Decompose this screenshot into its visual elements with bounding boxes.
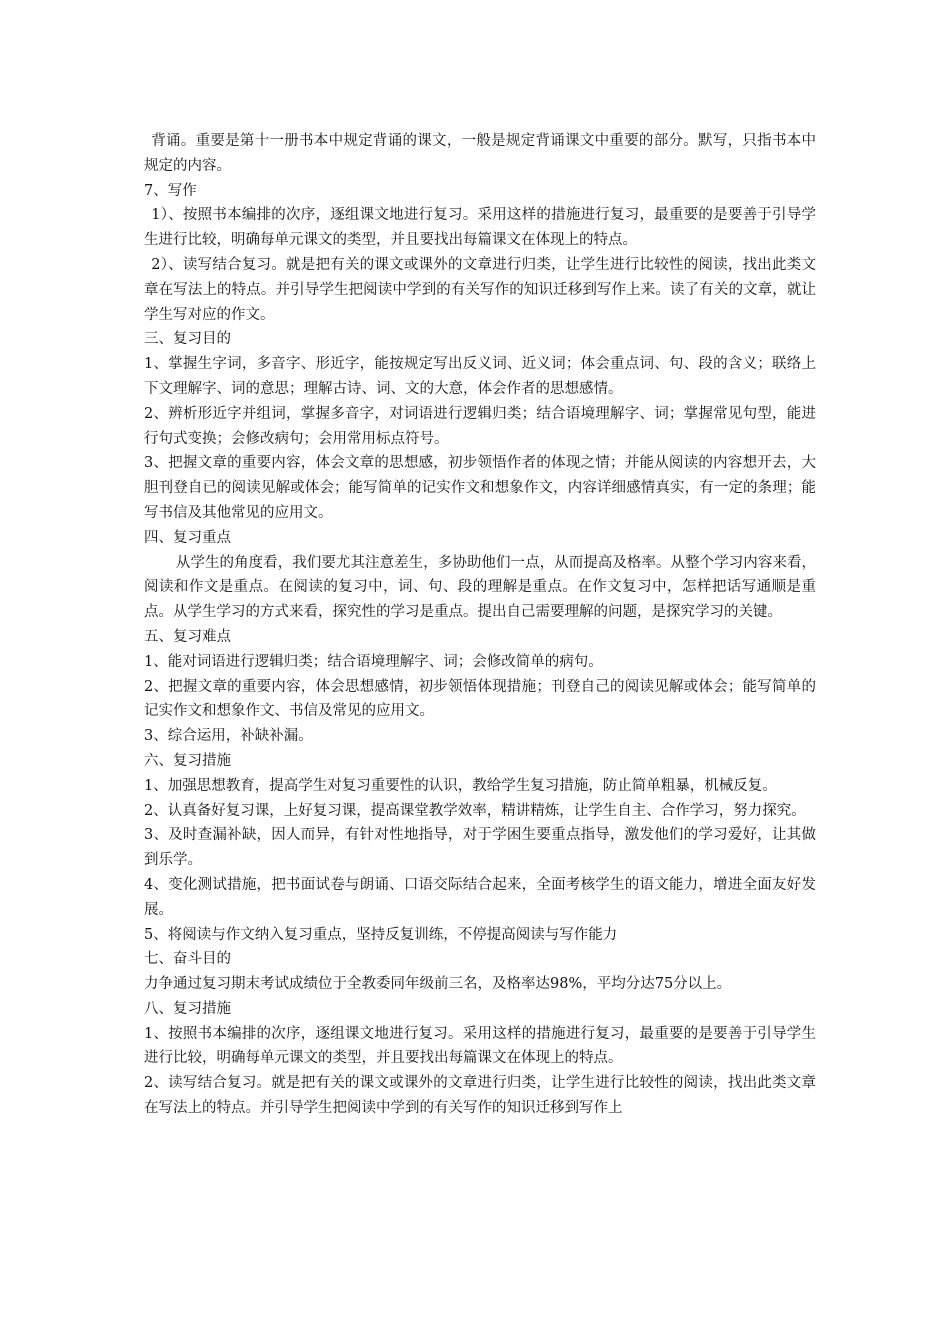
- paragraph-measure-5: 5、将阅读与作文纳入复习重点，坚持反复训练，不停提高阅读与写作能力: [144, 926, 618, 943]
- paragraph-difficulty-2: 2、把握文章的重要内容，体会思想感情，初步领悟体现措施；刊登自己的阅读见解或体会；能写简单的记实作文和想象作文、书信及常见的应用文。: [144, 678, 816, 720]
- paragraph-goal-1: 1、掌握生字词，多音字、形近字，能按规定写出反义词、近义词；体会重点词、句、段的含义；联络上下文理解字、词的意思；理解古诗、词、文的大意，体会作者的思想感情。: [144, 356, 816, 397]
- paragraph-measure-2: 2、认真备好复习课，上好复习课，提高课堂教学效率，精讲精炼，让学生自主、合作学习，努力探究。: [144, 802, 806, 819]
- heading-review-goals: 三、复习目的: [144, 331, 231, 348]
- paragraph-goal-3: 3、把握文章的重要内容，体会文章的思想感，初步领悟作者的体现之情；并能从阅读的内容想开去，大胆刊登自已的阅读见解或体会；能写简单的记实作文和想象作文，内容详细感情真实，有一定的条理；能写书信及其他常见的应用文。: [144, 455, 816, 521]
- paragraph-target: 力争通过复习期末考试成绩位于全教委同年级前三名，及格率达98%，平均分达75分以上。: [144, 976, 732, 993]
- heading-review-difficulties: 五、复习难点: [144, 628, 231, 645]
- paragraph-measure-3: 3、及时查漏补缺，因人而异，有针对性地指导，对于学困生要重点指导，激发他们的学习爱好，让其做到乐学。: [144, 827, 816, 869]
- paragraph-measure-4: 4、变化测试措施，把书面试卷与朗诵、口语交际结合起来，全面考核学生的语文能力，增进全面友好发展。: [144, 876, 816, 918]
- paragraph-difficulty-1: 1、能对词语进行逻辑归类；结合语境理解字、词；会修改简单的病句。: [144, 653, 603, 670]
- paragraph-measure-b1: 1、按照书本编排的次序，逐组课文地进行复习。采用这样的措施进行复习，最重要的是要善于引导学生进行比较，明确每单元课文的类型，并且要找出每篇课文在体现上的特点。: [144, 1025, 816, 1067]
- paragraph-measure-b2: 2、读写结合复习。就是把有关的课文或课外的文章进行归类，让学生进行比较性的阅读，找出此类文章在写法上的特点。并引导学生把阅读中学到的有关写作的知识迁移到写作上: [144, 1075, 816, 1117]
- paragraph-measure-1: 1、加强思想教育，提高学生对复习重要性的认识，教给学生复习措施，防止简单粗暴，机械反复。: [144, 777, 777, 794]
- heading-review-measures: 六、复习措施: [144, 752, 231, 769]
- paragraph-goal-2: 2、辨析形近字并组词，掌握多音字，对词语进行逻辑归类；结合语境理解字、词；掌握常见句型，能进行句式变换；会修改病句；会用常用标点符号。: [144, 405, 816, 447]
- paragraph-writing-2: 2）、读写结合复习。就是把有关的课文或课外的文章进行归类，让学生进行比较性的阅读，找出此类文章在写法上的特点。并引导学生把阅读中学到的有关写作的知识迁移到写作上来。读了有关的文章，就让学生写对应的作文。: [144, 256, 816, 323]
- heading-writing: 7、写作: [144, 182, 197, 199]
- paragraph-focus: 从学生的角度看，我们要尤其注意差生，多协助他们一点，从而提高及格率。从整个学习内容来看，阅读和作文是重点。在阅读的复习中，词、句、段的理解是重点。在作文复习中，怎样把话写通顺是重点。从学生学习的方式来看，探究性的学习是重点。提出自己需要理解的问题，是探究学习的关键。: [144, 554, 816, 621]
- heading-review-measures-2: 八、复习措施: [144, 1000, 231, 1017]
- heading-review-focus: 四、复习重点: [144, 529, 231, 546]
- heading-targets: 七、奋斗目的: [144, 951, 231, 968]
- paragraph-writing-1: 1）、按照书本编排的次序，逐组课文地进行复习。采用这样的措施进行复习，最重要的是要善于引导学生进行比较，明确每单元课文的类型，并且要找出每篇课文在体现上的特点。: [144, 207, 816, 249]
- document-body: [144, 129, 816, 1121]
- paragraph-difficulty-3: 3、综合运用，补缺补漏。: [144, 728, 313, 745]
- paragraph-recitation: 背诵。重要是第十一册书本中规定背诵的课文，一般是规定背诵课文中重要的部分。默写，只指书本中规定的内容。: [144, 133, 816, 174]
